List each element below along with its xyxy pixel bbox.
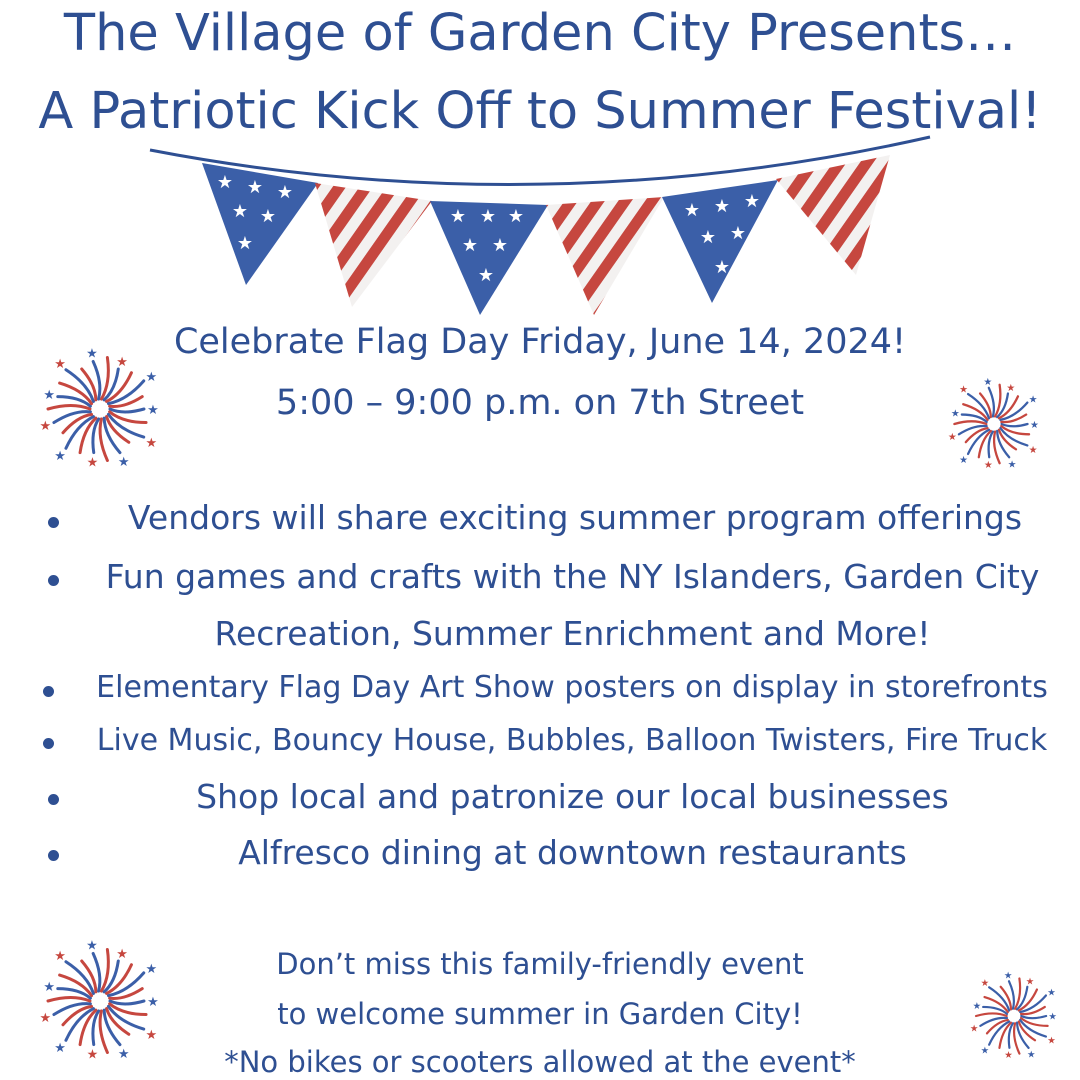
bullet-dot (48, 850, 59, 861)
svg-text:★: ★ (947, 432, 957, 444)
title-line-1: The Village of Garden City Presents… (63, 4, 1017, 63)
bullet-dot (48, 575, 59, 586)
svg-text:★: ★ (236, 233, 254, 254)
flag-bunting-icon (0, 125, 1080, 325)
svg-text:★: ★ (1025, 976, 1035, 988)
svg-text:★: ★ (276, 182, 294, 203)
svg-text:★: ★ (117, 454, 130, 470)
svg-text:★: ★ (683, 200, 701, 221)
svg-text:★: ★ (147, 403, 159, 418)
svg-text:★: ★ (116, 354, 128, 370)
svg-text:★: ★ (231, 201, 249, 222)
svg-text:★: ★ (259, 206, 277, 227)
svg-text:★: ★ (980, 1045, 990, 1057)
svg-text:★: ★ (147, 995, 159, 1010)
list-item: Alfresco dining at downtown restaurants (238, 833, 907, 872)
svg-text:★: ★ (54, 948, 66, 964)
event-time-location: 5:00 – 9:00 p.m. on 7th Street (275, 383, 805, 423)
svg-text:★: ★ (713, 196, 731, 217)
bullet-dot (43, 686, 54, 697)
svg-text:★: ★ (959, 384, 969, 396)
svg-text:★: ★ (246, 177, 264, 198)
svg-text:★: ★ (116, 946, 128, 962)
svg-text:★: ★ (54, 449, 66, 465)
list-item: Shop local and patronize our local businesses (196, 777, 949, 816)
svg-text:★: ★ (743, 191, 761, 212)
svg-text:★: ★ (1029, 419, 1039, 431)
svg-text:★: ★ (43, 980, 55, 996)
svg-text:★: ★ (983, 459, 993, 471)
svg-text:★: ★ (86, 455, 99, 471)
svg-text:★: ★ (1047, 1035, 1056, 1047)
svg-text:★: ★ (145, 1027, 158, 1043)
svg-text:★: ★ (729, 223, 747, 244)
event-date: Celebrate Flag Day Friday, June 14, 2024! (173, 322, 907, 362)
pennant-stripes (546, 197, 664, 315)
svg-text:★: ★ (145, 962, 158, 978)
svg-text:★: ★ (699, 227, 717, 248)
svg-text:★: ★ (479, 206, 497, 227)
title-line-2: A Patriotic Kick Off to Summer Festival! (38, 82, 1042, 141)
svg-text:★: ★ (959, 454, 969, 466)
svg-text:★: ★ (1007, 459, 1017, 471)
bullet-dot (48, 794, 59, 805)
bullet-dot (48, 517, 59, 528)
svg-text:★: ★ (145, 435, 158, 451)
pennant-stripes (776, 155, 890, 275)
firework-icon (946, 376, 1042, 472)
list-item: Live Music, Bouncy House, Bubbles, Balloon Twisters, Fire Truck (96, 723, 1048, 758)
svg-text:★: ★ (713, 257, 731, 278)
pennant-stripes (315, 183, 432, 307)
svg-text:★: ★ (950, 408, 960, 420)
svg-text:★: ★ (449, 206, 467, 227)
list-item: Fun games and crafts with the NY Islanders, Garden City (105, 557, 1040, 596)
svg-text:★: ★ (39, 1011, 52, 1027)
svg-text:★: ★ (145, 370, 158, 386)
firework-icon (37, 346, 163, 472)
svg-text:★: ★ (43, 388, 55, 404)
svg-text:★: ★ (1003, 970, 1013, 982)
svg-text:★: ★ (1006, 383, 1016, 395)
svg-text:★: ★ (54, 1041, 66, 1057)
footer-line-1: Don’t miss this family-friendly event (276, 947, 804, 981)
svg-text:★: ★ (1047, 987, 1056, 999)
footer-note: *No bikes or scooters allowed at the event* (224, 1045, 856, 1079)
svg-text:★: ★ (54, 356, 66, 372)
svg-text:★: ★ (39, 419, 52, 435)
svg-text:★: ★ (86, 346, 98, 362)
svg-text:★: ★ (980, 977, 990, 989)
svg-text:★: ★ (1004, 1049, 1013, 1061)
svg-text:★: ★ (1028, 394, 1038, 406)
svg-text:★: ★ (86, 938, 98, 954)
svg-text:★: ★ (86, 1047, 99, 1063)
list-item: Elementary Flag Day Art Show posters on display in storefronts (96, 670, 1048, 705)
bullet-dot (43, 738, 54, 749)
list-item-continuation: Recreation, Summer Enrichment and More! (214, 614, 931, 653)
footer-line-2: to welcome summer in Garden City! (277, 997, 803, 1031)
svg-text:★: ★ (969, 1023, 979, 1035)
list-item: Vendors will share exciting summer program offerings (127, 498, 1023, 537)
svg-text:★: ★ (1028, 444, 1038, 456)
svg-text:★: ★ (972, 1000, 982, 1012)
svg-text:★: ★ (983, 376, 993, 388)
svg-text:★: ★ (477, 265, 495, 286)
svg-text:★: ★ (1027, 1049, 1036, 1061)
svg-text:★: ★ (117, 1046, 130, 1062)
svg-text:★: ★ (216, 172, 234, 193)
svg-text:★: ★ (461, 235, 479, 256)
svg-text:★: ★ (491, 235, 509, 256)
svg-text:★: ★ (507, 206, 525, 227)
svg-text:★: ★ (1048, 1011, 1057, 1023)
